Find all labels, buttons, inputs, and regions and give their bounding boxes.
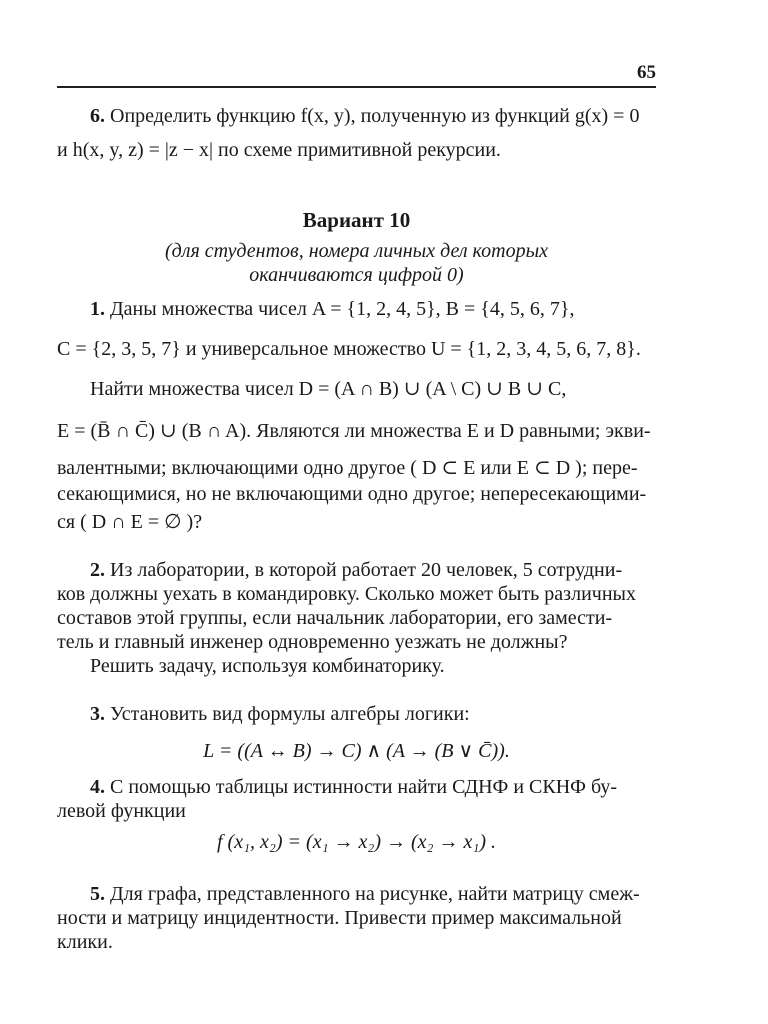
task1-line3: Найти множества чисел D = (A ∩ B) ∪ (A \ C) ∪ B ∪ C, [90, 378, 567, 400]
task4-formula: f (x₁, x₂) = (x₁ → x₂) → (x₂ → x₁) . [217, 831, 496, 853]
task3-formula: L = ((A ↔ B) → C) ∧ (A → (B ∨ C̄)). [203, 740, 510, 762]
task6-line2: и h(x, y, z) = |z − x| по схеме примитивной рекурсии. [57, 139, 501, 161]
task4-line1 [57, 774, 656, 800]
task2-number: 2. [90, 559, 105, 581]
task4-text1: С помощью таблицы истинности найти СДНФ и СКНФ бу- [110, 776, 618, 798]
task2-line3: составов этой группы, если начальник лаборатории, его замести- [57, 607, 613, 629]
variant-note-line1: (для студентов, номера личных дел которых [164, 240, 549, 262]
variant-note-line2: оканчиваются цифрой 0) [249, 264, 464, 286]
task3-line1 [57, 701, 656, 727]
task1-line1 [57, 296, 656, 322]
task5-text1: Для графа, представленного на рисунке, найти матрицу смеж- [110, 883, 640, 905]
task6-number: 6. [90, 105, 105, 127]
task6-text1: Определить функцию f(x, y), полученную из функций g(x) = 0 [110, 105, 640, 127]
task4-number: 4. [90, 776, 105, 798]
task6-line1 [57, 103, 656, 129]
variant-title: Вариант 10 [302, 208, 411, 232]
task4-line2: левой функции [57, 800, 186, 822]
task5-number: 5. [90, 883, 105, 905]
task1-line5: валентными; включающими одно другое ( D ⊂ E или E ⊂ D ); пере- [57, 457, 638, 479]
task2-line4: тель и главный инженер одновременно уезжать не должны? [57, 631, 568, 653]
task1-line4: E = (B̄ ∩ C̄) ∪ (B ∩ A). Являются ли множества E и D равными; экви- [57, 420, 651, 442]
task2-text1: Из лаборатории, в которой работает 20 человек, 5 сотрудни- [110, 559, 623, 581]
task1-text1: Даны множества чисел A = {1, 2, 4, 5}, B = {4, 5, 6, 7}, [110, 298, 575, 320]
header-rule [57, 86, 656, 88]
task5-line2: ности и матрицу инцидентности. Привести пример максимальной [57, 907, 622, 929]
task1-line6: секающимися, но не включающими одно другое; непересекающими- [57, 483, 647, 505]
task2-line2: ков должны уехать в командировку. Сколько может быть различных [57, 583, 636, 605]
task2-line1 [57, 557, 656, 583]
task3-text1: Установить вид формулы алгебры логики: [110, 703, 470, 725]
task5-line1 [57, 881, 656, 907]
task1-line7: ся ( D ∩ E = ∅ )? [57, 511, 203, 533]
task1-line2: C = {2, 3, 5, 7} и универсальное множество U = {1, 2, 3, 4, 5, 6, 7, 8}. [57, 338, 641, 360]
task5-line3: клики. [57, 931, 113, 953]
task1-number: 1. [90, 298, 105, 320]
task3-number: 3. [90, 703, 105, 725]
page-number: 65 [637, 62, 656, 83]
task2-line5: Решить задачу, используя комбинаторику. [90, 655, 445, 677]
